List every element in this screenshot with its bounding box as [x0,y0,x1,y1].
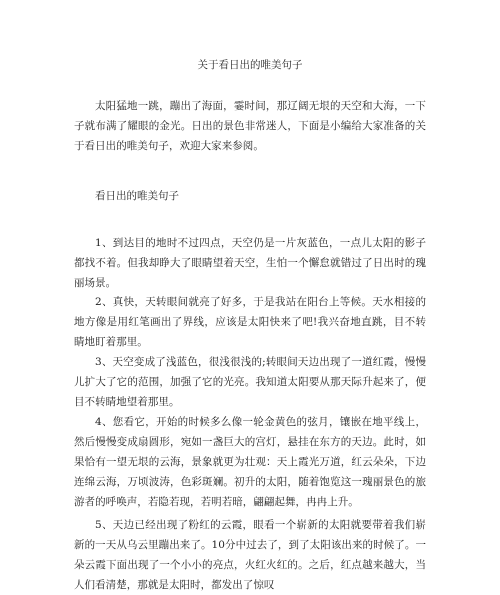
sentence-paragraph-3: 3、天空变成了浅蓝色，很浅很浅的;转眼间天边出现了一道红霞，慢慢儿扩大了它的范围，加强了它的光亮。我知道太阳要从那天际升起来了，便目不转睛地望着那里。 [74,356,426,408]
sentence-paragraph-4: 4、您看它，开始的时候多么像一轮金黄色的弦月，镶嵌在地平线上，然后慢慢变成扇圆形，宛如一盏巨大的宫灯，悬挂在东方的天边。此时，如果恰有一望无垠的云海，景象就更为壮观：天上霞光万道，红云朵朵，下边连绵云海，万顷波涛，色彩斑斓。初升的太阳，随着饱览这一瑰丽景色的旅游者的呼唤声，若隐若现，若明若暗，翩翩起舞，冉冉上升。 [74,416,426,508]
sentence-paragraph-2: 2、真快，天转眼间就亮了好多，于是我站在阳台上等候。天水相接的地方像是用红笔画出了界线，应该是太阳快来了吧!我兴奋地直跳，目不转睛地盯着那里。 [74,296,426,348]
sentence-paragraph-1: 1、到达目的地时不过四点，天空仍是一片灰蓝色，一点儿太阳的影子都找不着。但我却睁大了眼睛望着天空，生怕一个懈怠就错过了日出时的瑰丽场景。 [74,237,426,289]
sentence-paragraph-5: 5、天边已经出现了粉红的云霞，眼看一个崭新的太阳就要带着我们崭新的一天从乌云里蹦出来了。10分中过去了，到了太阳该出来的时候了。一朵云霞下面出现了一个小小的亮点，火红火红的。之后，红点越来越大，当人们看清楚，那就是太阳时，都发出了惊叹 [74,519,426,591]
document-title: 关于看日出的唯美句子 [197,59,303,71]
intro-paragraph: 太阳猛地一跳，蹦出了海面，霎时间，那辽阔无垠的天空和大海，一下子就布满了耀眼的金光。日出的景色非常迷人，下面是小编给大家准备的关于看日出的唯美句子，欢迎大家来参阅。 [74,100,426,152]
section-heading: 看日出的唯美句子 [95,190,179,202]
